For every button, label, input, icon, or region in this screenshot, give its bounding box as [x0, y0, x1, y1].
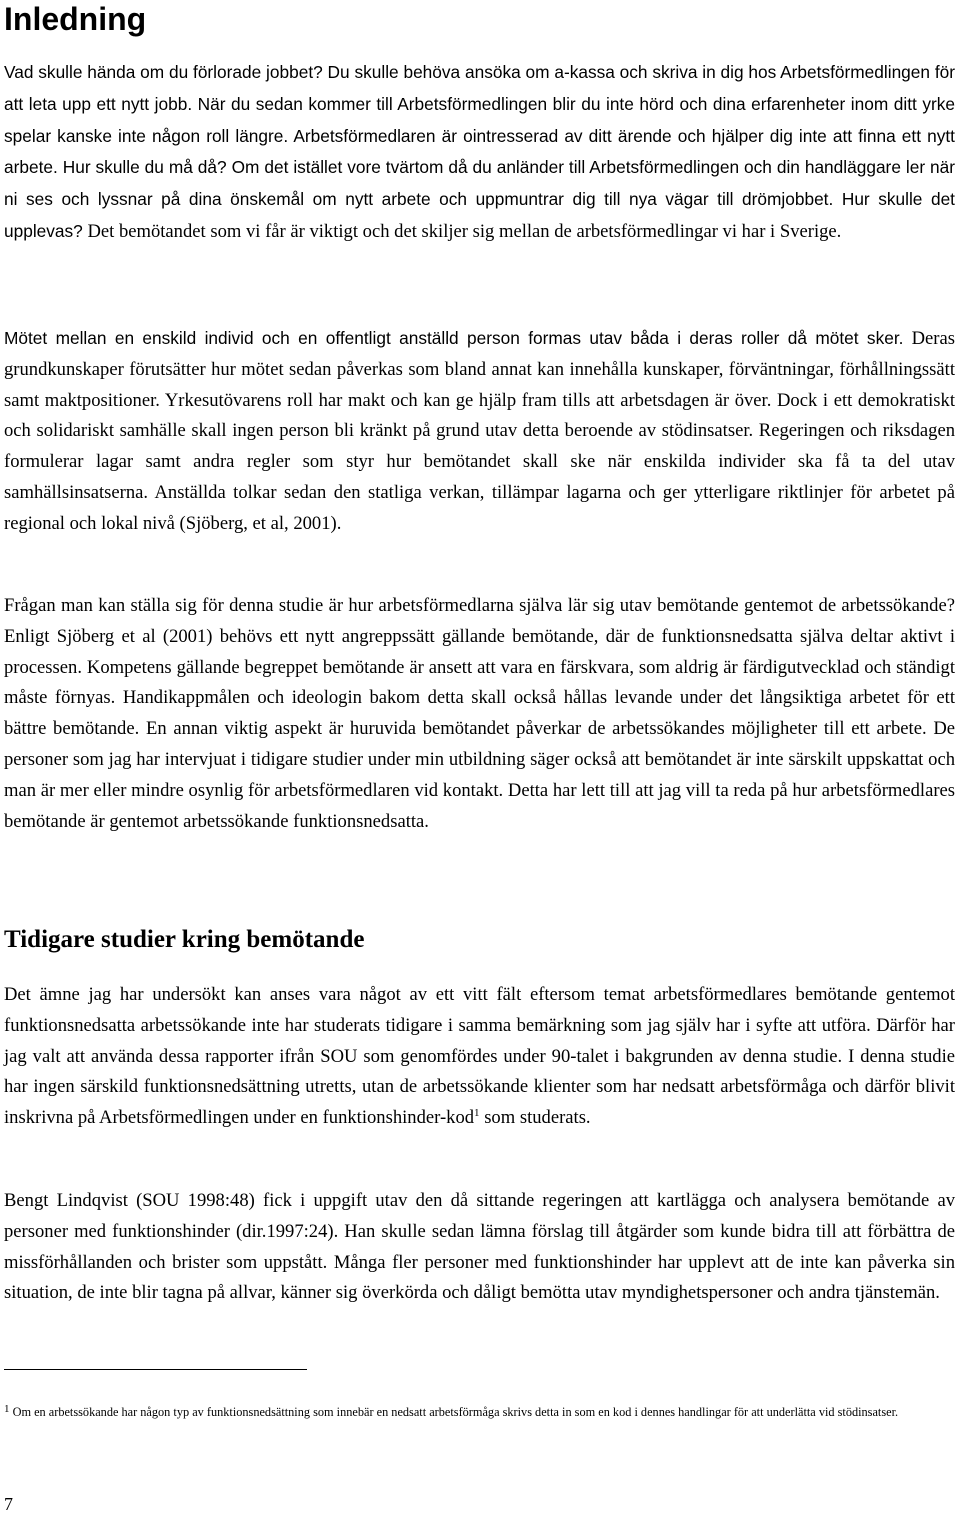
footnote-marker: 1 [4, 1403, 10, 1415]
heading-tidigare-studier: Tidigare studier kring bemötande [4, 926, 365, 953]
paragraph-intro-3: Frågan man kan ställa sig för denna studie är hur arbetsförmedlarna själva lär sig utav bemötande gentemot de arbetssökande? Enligt Sjöberg et al (2001) behövs ett nytt angreppssätt gällande bemötande, där de funktionsnedsatta själva deltar aktivt i processen. Kompetens gällande begreppet bemötande är ansett att vara en färskvara, som aldrig är färdigutvecklad och ständigt måste förnyas. Handikappmålen och ideologin bakom detta skall också hållas levande under det långsiktiga arbetet för ett bättre bemötande. En annan viktig aspekt är huruvida bemötandet påverkar de arbetssökandes möjligheter till ett arbete. De personer som jag har intervjuat i tidigare studier under min utbildning säger också att bemötandet är inte särskilt uppskattat och man är mer eller mindre osynlig för arbetsförmedlaren vid kontakt. Detta har lett till att jag vill ta reda på hur arbetsförmedlares bemötande är gentemot arbetssökande funktionsnedsatta. [4, 595, 955, 832]
page-number: 7 [4, 1494, 13, 1514]
paragraph-intro-2 [4, 323, 955, 540]
paragraph-intro-2-serif-part: Deras grundkunskaper förutsätter hur mötet sedan påverkas som bland annat kan innehålla kunskaper, förväntningar, förhållningssätt samt maktpositioner. Yrkesutövarens roll har makt och kan ge hjälp fram tills att arbetsdagen är över. Dock i ett demokratiskt och solidariskt samhälle skall ingen person bli kränkt på grund utav detta beroende av stödinsatser. Regeringen och riksdagen formulerar lagar samt andra regler som styr hur bemötandet skall ske när enskilda individer ska få ta del utav samhällsinsatserna. Anställda tolkar sedan den statliga verkan, tillämpar lagarna och ger ytterligare riktlinjer för arbetet på regional och lokal nivå (Sjöberg, et al, 2001). [4, 328, 955, 534]
paragraph-previous-studies-1-text: Det ämne jag har undersökt kan anses vara något av ett vitt fält eftersom temat arbetsförmedlares bemötande gentemot funktionsnedsatta arbetssökande inte har studerats tidigare i samma bemärkning som jag själv har i syfte att utföra. Därför har jag valt att använda dessa rapporter ifrån SOU som genomfördes under 90-talet i bakgrunden av denna studie. I denna studie har ingen särskild funktionsnedsättning utretts, utan de arbetssökande klienter som har nedsatt arbetsförmåga och därför blivit inskrivna på Arbetsförmedlingen under en funktionshinder-kod [4, 984, 955, 1129]
paragraph-intro-1-sans-part-2: Om det istället vore tvärtom då du anländer till Arbetsförmedlingen och din handläggare ler när ni ses och lyssnar på dina önskemål om nytt arbete och uppmuntrar dig till nya vägar till drömjobbet. Hur skulle det upplevas? [4, 157, 955, 241]
paragraph-intro-1-serif-part: Det bemötandet som vi får är viktigt och det skiljer sig mellan de arbetsförmedlingar vi har i Sverige. [82, 220, 842, 242]
paragraph-previous-studies-2: Bengt Lindqvist (SOU 1998:48) fick i uppgift utav den då sittande regeringen att kartlägga och analysera bemötande av personer med funktionshinder (dir.1997:24). Han skulle sedan lämna förslag till åtgärder som kunde bidra till att förbättra de missförhållanden och brister som uppstått. Många fler personer med funktionshinder har upplevt att de inte kan påverka sin situation, de inte blir tagna på allvar, känner sig överkörda och dåligt bemötta utav myndighetspersoner och andra tjänstemän. [4, 1190, 955, 1304]
footnote [4, 1403, 956, 1421]
paragraph-previous-studies-1-end: som studerats. [479, 1107, 591, 1129]
paragraph-previous-studies-1 [4, 980, 955, 1134]
footnote-reference[interactable]: 1 [474, 1107, 480, 1119]
paragraph-intro-2-sans-part: Mötet mellan en enskild individ och en offentligt anställd person formas utav båda i deras roller då mötet sker. [4, 328, 904, 348]
paragraph-intro-1 [4, 57, 955, 248]
footnote-separator [4, 1369, 307, 1370]
paragraph-intro-1-sans-part: Vad skulle hända om du förlorade jobbet? Du skulle behöva ansöka om a-kassa och skriva in dig hos Arbetsförmedlingen för att leta upp ett nytt jobb. När du sedan kommer till Arbetsförmedlingen blir du inte hörd och dina erfarenheter inom ditt yrke spelar kanske inte någon roll längre. Arbetsförmedlaren är ointresserad av ditt ärende och hjälper dig inte att finna ett nytt arbete. Hur skulle du må då? [4, 62, 955, 178]
footnote-text: Om en arbetssökande har någon typ av funktionsnedsättning som innebär en nedsatt arbetsförmåga skrivs detta in som en kod i dennes handlingar för att underlätta vid stödinsatser. [9, 1405, 899, 1419]
heading-inledning: Inledning [4, 1, 147, 37]
